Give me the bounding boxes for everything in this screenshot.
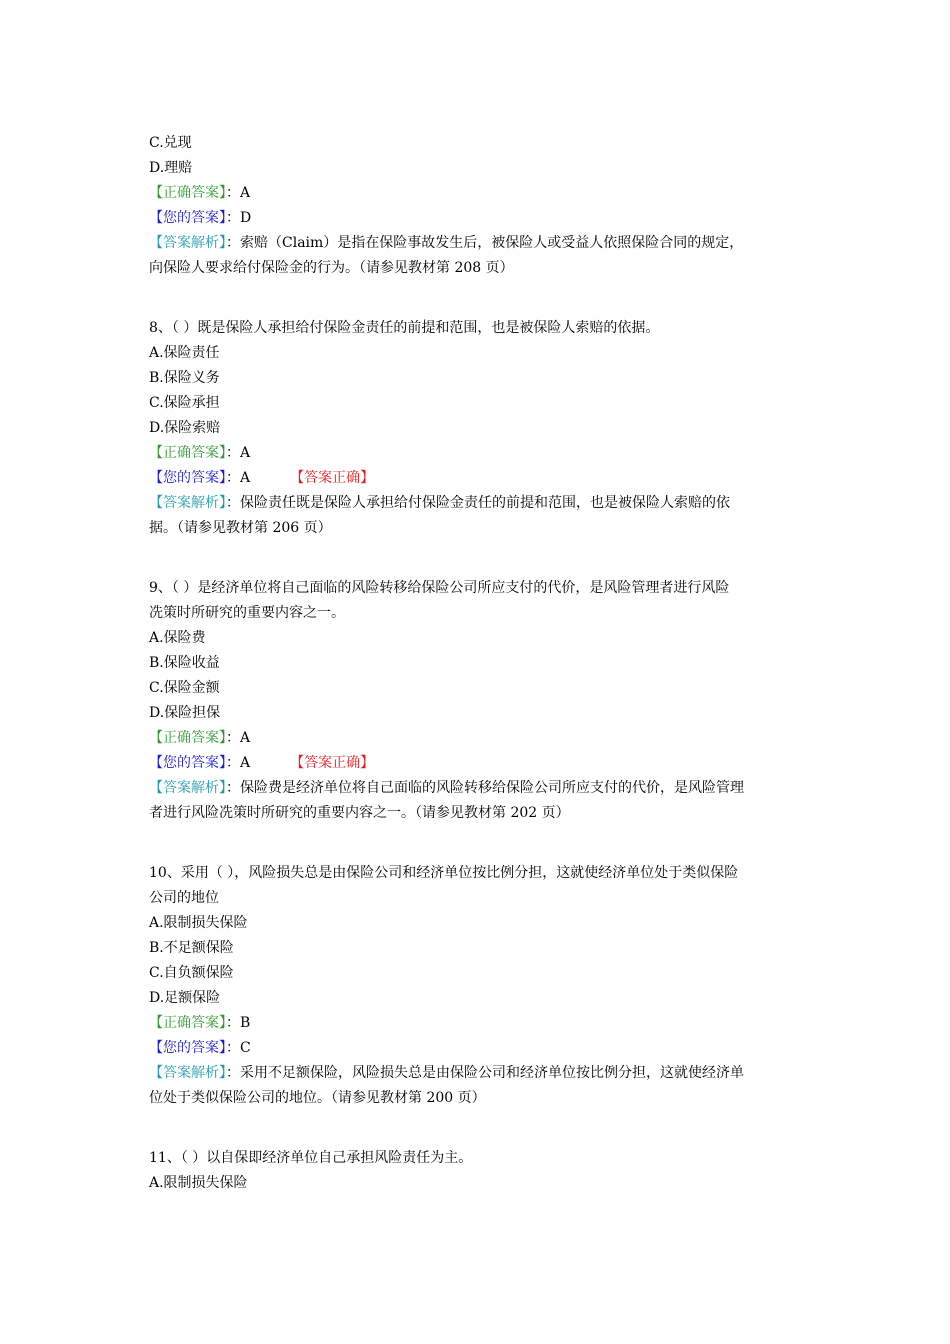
correct-answer-label: 【正确答案】 bbox=[149, 185, 226, 201]
separator: ： bbox=[226, 470, 240, 486]
analysis-label: 【答案解析】 bbox=[149, 495, 226, 511]
your-answer-label: 【您的答案】 bbox=[149, 470, 226, 486]
analysis-label: 【答案解析】 bbox=[149, 235, 226, 251]
correct-answer-value: B bbox=[240, 1015, 251, 1031]
option-c: C.保险金额 bbox=[149, 680, 220, 696]
correct-answer-label: 【正确答案】 bbox=[149, 445, 226, 461]
analysis-row bbox=[149, 1061, 809, 1086]
question-9 bbox=[149, 576, 809, 826]
separator: ： bbox=[226, 235, 240, 251]
option-a: A.限制损失保险 bbox=[149, 1175, 248, 1191]
question-stem: 11、（ ）以自保即经济单位自己承担风险责任为主。 bbox=[149, 1150, 473, 1166]
answer-correct-badge: 【答案正确】 bbox=[290, 755, 375, 771]
your-answer-value: D bbox=[240, 210, 252, 226]
question-stem: 8、（ ）既是保险人承担给付保险金责任的前提和范围，也是被保险人索赔的依据。 bbox=[149, 320, 660, 336]
question-stem-cont: 冼策时所研究的重要内容之一。 bbox=[149, 605, 345, 621]
analysis-text: 保险责任既是保险人承担给付保险金责任的前提和范围，也是被保险人索赔的依 bbox=[240, 495, 730, 511]
separator: ： bbox=[226, 730, 240, 746]
option-a: A.保险责任 bbox=[149, 345, 220, 361]
option-c: C.兑现 bbox=[149, 135, 192, 151]
your-answer-row bbox=[149, 206, 809, 231]
analysis-label: 【答案解析】 bbox=[149, 780, 226, 796]
option-c: C.自负额保险 bbox=[149, 965, 234, 981]
your-answer-row bbox=[149, 751, 809, 776]
correct-answer-row bbox=[149, 726, 809, 751]
correct-answer-label: 【正确答案】 bbox=[149, 730, 226, 746]
question-11 bbox=[149, 1146, 809, 1196]
analysis-text: 采用不足额保险，风险损失总是由保险公司和经济单位按比例分担，这就使经济单 bbox=[240, 1065, 744, 1081]
your-answer-value: C bbox=[240, 1040, 251, 1056]
analysis-text-cont: 向保险人要求给付保险金的行为。（请参见教材第 208 页） bbox=[149, 260, 514, 276]
your-answer-row bbox=[149, 1036, 809, 1061]
separator: ： bbox=[226, 1015, 240, 1031]
analysis-row bbox=[149, 776, 809, 801]
analysis-row bbox=[149, 231, 809, 256]
option-c: C.保险承担 bbox=[149, 395, 220, 411]
analysis-text: 保险费是经济单位将自己面临的风险转移给保险公司所应支付的代价，是风险管理 bbox=[240, 780, 744, 796]
correct-answer-row bbox=[149, 441, 809, 466]
analysis-row bbox=[149, 491, 809, 516]
correct-answer-row bbox=[149, 181, 809, 206]
answer-correct-badge: 【答案正确】 bbox=[290, 470, 375, 486]
separator: ： bbox=[226, 445, 240, 461]
separator: ： bbox=[226, 780, 240, 796]
option-d: D.理赔 bbox=[149, 160, 193, 176]
analysis-text-cont: 位处于类似保险公司的地位。（请参见教材第 200 页） bbox=[149, 1090, 486, 1106]
option-b: B.保险义务 bbox=[149, 370, 220, 386]
separator: ： bbox=[226, 1065, 240, 1081]
question-10 bbox=[149, 861, 809, 1111]
your-answer-row bbox=[149, 466, 809, 491]
your-answer-value: A bbox=[240, 755, 251, 771]
analysis-text-cont: 者进行风险冼策时所研究的重要内容之一。（请参见教材第 202 页） bbox=[149, 805, 570, 821]
correct-answer-row bbox=[149, 1011, 809, 1036]
correct-answer-value: A bbox=[240, 730, 251, 746]
analysis-label: 【答案解析】 bbox=[149, 1065, 226, 1081]
your-answer-label: 【您的答案】 bbox=[149, 1040, 226, 1056]
analysis-text: 索赔（Claim）是指在保险事故发生后，被保险人或受益人依照保险合同的规定， bbox=[240, 235, 744, 251]
your-answer-label: 【您的答案】 bbox=[149, 210, 226, 226]
question-8 bbox=[149, 316, 809, 541]
your-answer-label: 【您的答案】 bbox=[149, 755, 226, 771]
separator: ： bbox=[226, 755, 240, 771]
option-d: D.保险索赔 bbox=[149, 420, 221, 436]
correct-answer-label: 【正确答案】 bbox=[149, 1015, 226, 1031]
question-stem: 9、（ ）是经济单位将自己面临的风险转移给保险公司所应支付的代价，是风险管理者进行风险 bbox=[149, 580, 730, 596]
correct-answer-value: A bbox=[240, 185, 251, 201]
document-page bbox=[149, 131, 809, 1196]
option-b: B.保险收益 bbox=[149, 655, 220, 671]
separator: ： bbox=[226, 1040, 240, 1056]
option-d: D.保险担保 bbox=[149, 705, 221, 721]
analysis-text-cont: 据。（请参见教材第 206 页） bbox=[149, 520, 332, 536]
your-answer-value: A bbox=[240, 470, 251, 486]
question-7 bbox=[149, 131, 809, 281]
correct-answer-value: A bbox=[240, 445, 251, 461]
option-a: A.限制损失保险 bbox=[149, 915, 248, 931]
separator: ： bbox=[226, 210, 240, 226]
option-a: A.保险费 bbox=[149, 630, 206, 646]
question-stem: 10、采用（ ），风险损失总是由保险公司和经济单位按比例分担，这就使经济单位处于类似保险 bbox=[149, 865, 739, 881]
option-d: D.足额保险 bbox=[149, 990, 221, 1006]
separator: ： bbox=[226, 185, 240, 201]
separator: ： bbox=[226, 495, 240, 511]
question-stem-cont: 公司的地位 bbox=[149, 890, 219, 906]
option-b: B.不足额保险 bbox=[149, 940, 234, 956]
